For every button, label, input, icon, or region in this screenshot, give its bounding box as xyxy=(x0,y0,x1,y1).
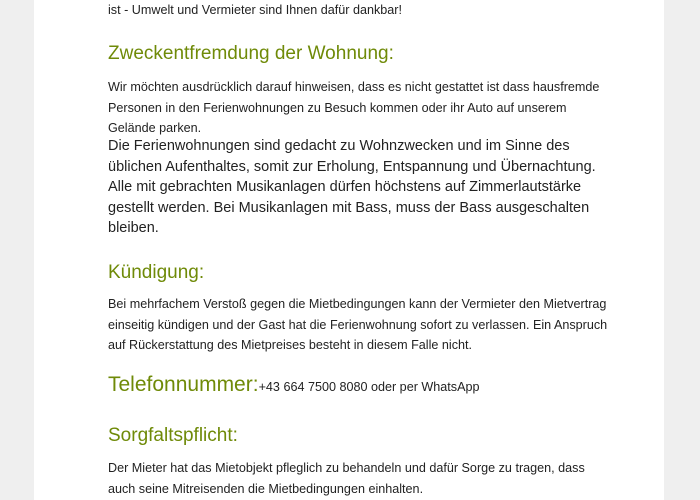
intro-text: ist - Umwelt und Vermieter sind Ihnen dafür dankbar! xyxy=(108,3,402,17)
paragraph-kuendigung: Bei mehrfachem Verstoß gegen die Mietbedingungen kann der Vermieter den Mietvertrag einseitig kündigen und der Gast hat die Ferienwohnung sofort zu verlassen. Ein Anspruch auf Rückerstattung des Mietpreises besteht in diesem Falle nicht. xyxy=(108,297,608,352)
paragraph-zweckentfremdung-usage: Die Ferienwohnungen sind gedacht zu Wohnzwecken und im Sinne des üblichen Aufenthaltes, somit zur Erholung, Entspannung und Übernachtung. Alle mit gebrachten Musikanlagen dürfen höchstens auf Zimmerlautstärke gestellt werden. Bei Musikanlagen mit Bass, muss der Bass ausgeschalten bleiben. xyxy=(108,138,596,236)
paragraph-zweckentfremdung-notice: Wir möchten ausdrücklich darauf hinweisen, dass es nicht gestattet ist dass hausfremde Personen in den Ferienwohnungen zu Besuch kommen oder ihr Auto auf unserem Gelände parken. xyxy=(108,80,600,135)
paragraph-sorgfaltspflicht: Der Mieter hat das Mietobjekt pfleglich zu behandeln und dafür Sorge zu tragen, dass auch seine Mitreisenden die Mietbedingungen einhalten. xyxy=(108,461,585,496)
heading-sorgfaltspflicht: Sorgfaltspflicht: xyxy=(108,425,238,446)
document-page xyxy=(34,0,664,500)
phone-row xyxy=(108,373,480,397)
heading-zweckentfremdung: Zweckentfremdung der Wohnung: xyxy=(108,43,394,64)
heading-kuendigung: Kündigung: xyxy=(108,262,205,283)
phone-label: Telefonnummer: xyxy=(108,373,259,396)
phone-number: +43 664 7500 8080 oder per WhatsApp xyxy=(258,380,480,394)
